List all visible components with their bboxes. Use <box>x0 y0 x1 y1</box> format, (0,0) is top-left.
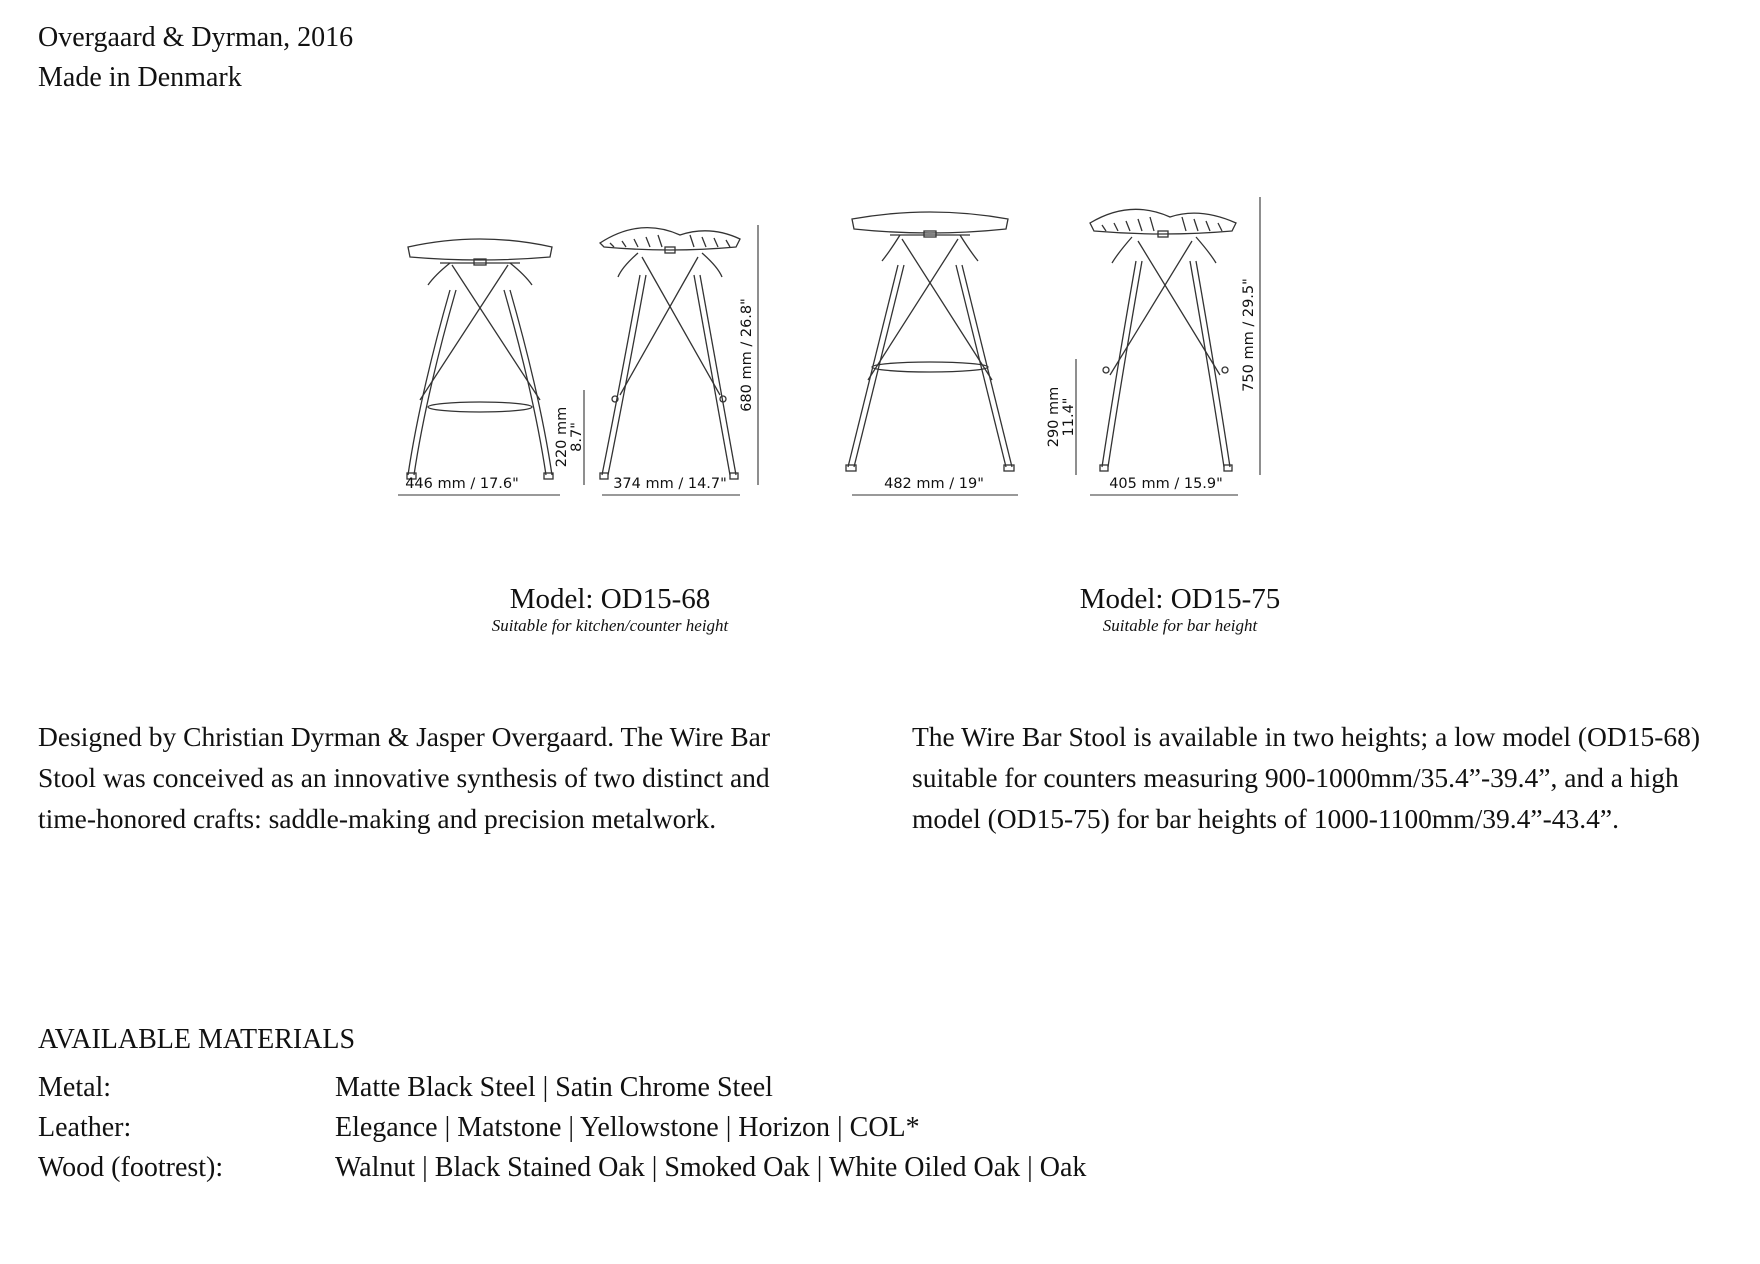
od15-68-side-width: 374 mm / 14.7" <box>613 476 727 492</box>
materials-label: Metal: <box>38 1072 112 1103</box>
materials-row-wood <box>38 1148 1086 1188</box>
designer-year: Overgaard & Dyrman, 2016 <box>38 22 354 53</box>
materials-value: Elegance | Matstone | Yellowstone | Horizon | COL* <box>335 1112 920 1143</box>
od15-68-footrest-in: 8.7" <box>569 422 585 452</box>
model-subtitle: Suitable for bar height <box>1102 616 1258 635</box>
model-od15-68 <box>460 582 760 636</box>
od15-75-side-view <box>1090 209 1236 471</box>
od15-68-height: 680 mm / 26.8" <box>739 298 755 412</box>
model-subtitle: Suitable for kitchen/counter height <box>491 616 729 635</box>
heights-paragraph: The Wire Bar Stool is available in two heights; a low model (OD15-68) suitable for counters measuring 900-1000mm/35.4”-39.4”, and a high model (OD15-75) for bar heights of 1000-1100mm/39.4”-43.4”. <box>912 721 1701 834</box>
stool-drawings-svg <box>390 195 1430 575</box>
od15-75-height: 750 mm / 29.5" <box>1241 278 1257 392</box>
model-name: Model: OD15-68 <box>509 583 711 615</box>
description-paragraph: Designed by Christian Dyrman & Jasper Overgaard. The Wire Bar Stool was conceived as an innovative synthesis of two distinct and time-honored crafts: saddle-making and precision metalwork. <box>38 721 771 834</box>
materials-label: Wood (footrest): <box>38 1152 224 1183</box>
materials-row-leather <box>38 1108 1086 1148</box>
model-od15-75 <box>1030 582 1330 636</box>
model-name: Model: OD15-75 <box>1079 583 1281 615</box>
materials-title: AVAILABLE MATERIALS <box>38 1024 356 1055</box>
materials-label: Leather: <box>38 1112 132 1143</box>
materials-value: Matte Black Steel | Satin Chrome Steel <box>335 1072 773 1103</box>
od15-75-footrest-mm: 290 mm <box>1046 386 1062 448</box>
od15-68-side-view <box>600 228 740 479</box>
dimension-lines <box>398 197 1260 495</box>
technical-drawing <box>390 195 1430 575</box>
od15-68-front-width: 446 mm / 17.6" <box>405 476 519 492</box>
materials-row-metal <box>38 1068 1086 1108</box>
od15-68-footrest-mm: 220 mm <box>554 406 570 468</box>
materials-value: Walnut | Black Stained Oak | Smoked Oak | White Oiled Oak | Oak <box>335 1152 1087 1183</box>
header <box>38 18 353 98</box>
dimension-labels <box>405 278 1257 492</box>
od15-75-side-width: 405 mm / 15.9" <box>1109 476 1223 492</box>
od15-75-footrest-in: 11.4" <box>1061 397 1077 437</box>
origin: Made in Denmark <box>38 62 242 93</box>
od15-68-front-view <box>407 239 553 479</box>
od15-75-front-view <box>846 212 1014 471</box>
od15-75-front-width: 482 mm / 19" <box>884 476 984 492</box>
materials-section <box>38 1020 1086 1188</box>
